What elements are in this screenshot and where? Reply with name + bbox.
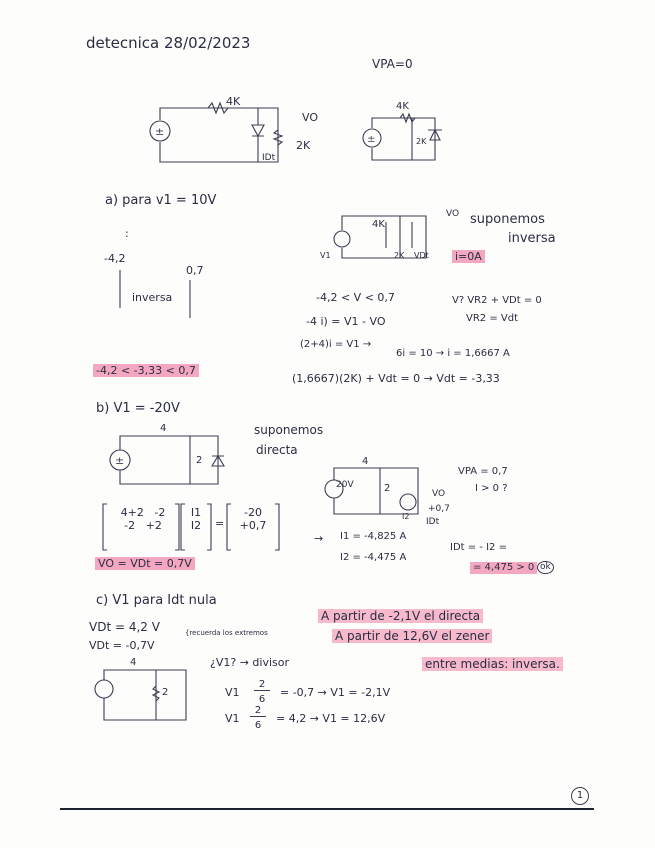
rhs-1: -20 [244, 506, 262, 519]
wire-loop [120, 436, 218, 484]
hypothesis-line1: suponemos [470, 212, 545, 227]
formula2-lhs: V1 [225, 712, 240, 725]
circuit-top-right [360, 110, 455, 170]
label-r1: 4 [130, 657, 137, 668]
unknown-i1: I1 [190, 506, 202, 519]
rhs-2: +0,7 [239, 519, 267, 532]
region-label: inversa [132, 291, 173, 304]
right-value: 0,7 [186, 264, 204, 277]
m21: -2 [124, 519, 136, 532]
section-c-heading: c) V1 para Idt nula [96, 593, 217, 608]
divider-question: ¿V1? → divisor [210, 656, 289, 669]
label-07: +0,7 [428, 504, 450, 514]
between-note: entre medias: inversa. [422, 657, 563, 671]
eq-kvl: V? VR2 + VDt = 0 [452, 295, 542, 306]
left-value: -4,2 [104, 252, 126, 265]
vdt-zener: VDt = 4,2 V [89, 620, 160, 634]
wire-loop [104, 670, 186, 720]
condition-current: I > 0 ? [475, 483, 508, 494]
pink-note-zener: A partir de 12,6V el zener [332, 629, 492, 643]
vdt-direct: VDt = -0,7V [89, 639, 155, 652]
idt-result: = 4,475 > 0 [470, 562, 537, 574]
solution-i2: I2 = -4,475 A [340, 552, 407, 563]
voltage-source [95, 680, 113, 698]
pink-note-directa: A partir de -2,1V el directa [318, 609, 483, 623]
section-a-result: -4,2 < -3,33 < 0,7 [93, 364, 199, 377]
formula1-den: 6 [258, 694, 266, 705]
idt-equation: IDt = - I2 = [450, 542, 507, 553]
label-4k: 4K [226, 95, 241, 108]
label-2: 2 [384, 483, 391, 494]
svg-text:±: ± [155, 125, 165, 138]
label-vo: VO [302, 111, 318, 124]
m11: 4+2 [120, 506, 144, 519]
label-idt: IDt [426, 517, 440, 527]
eq-vr2: VR2 = Vdt [466, 313, 518, 324]
formula2-rhs: = 4,2 → V1 = 12,6V [276, 712, 386, 725]
eq-current: (2+4)i = V1 → [300, 339, 372, 350]
voltage-source [334, 231, 350, 247]
label-4k: 4K [372, 219, 385, 230]
formula1-rhs: = -0,7 → V1 = -2,1V [280, 686, 391, 699]
formula1-lhs: V1 [225, 686, 240, 699]
circuit-b-right [320, 462, 445, 524]
label-2k: 2K [394, 251, 405, 260]
ok-mark: ok [537, 561, 554, 574]
label-i2: I2 [402, 512, 410, 521]
dots: : [125, 227, 129, 240]
matrix-rhs [230, 506, 276, 532]
label-idt: IDt [262, 153, 276, 163]
formula1-num: 2 [254, 680, 270, 691]
matrix-unknowns [184, 506, 208, 532]
section-a-heading: a) para v1 = 10V [105, 193, 217, 208]
label-vo: VO [432, 489, 446, 499]
svg-text:±: ± [367, 134, 376, 145]
label-r1: 4 [160, 423, 167, 434]
label-v1: V1 [320, 251, 331, 260]
circuit-c [94, 666, 200, 724]
m12: -2 [154, 506, 166, 519]
formula2-den: 6 [254, 720, 262, 731]
eq-current-result: 6i = 10 → i = 1,6667 A [396, 348, 510, 359]
formula2-num: 2 [250, 706, 266, 717]
matrix-coefficients [110, 506, 176, 532]
eq-range: -4,2 < V < 0,7 [316, 291, 395, 304]
solution-i1: I1 = -4,825 A [340, 531, 407, 542]
wire-loop [334, 468, 418, 514]
label-r2: 2 [162, 687, 169, 698]
label-2k: 2K [296, 139, 311, 152]
svg-text:±: ± [115, 454, 125, 467]
label-2k: 2K [416, 137, 427, 146]
page-edge [60, 808, 594, 810]
label-vo: VO [446, 209, 460, 219]
label-r: 4 [362, 456, 369, 467]
circuit-b-left [108, 430, 233, 490]
page-title: detecnica 28/02/2023 [86, 34, 251, 52]
label-vdt: VDt [414, 251, 429, 260]
reminder-note: {recuerda los extremos [185, 629, 268, 637]
current-zero: i=0A [452, 250, 485, 263]
eq-mesh: -4 i) = V1 - VO [306, 315, 386, 328]
diode-source [400, 494, 416, 510]
matrix-equals: = [215, 517, 225, 530]
label-4k: 4K [396, 101, 409, 112]
hypothesis-line1: suponemos [254, 423, 324, 437]
page-number: 1 [571, 787, 589, 805]
vpa-label: VPA=0 [372, 57, 413, 71]
condition-vpa: VPA = 0,7 [458, 466, 508, 477]
section-b-heading: b) V1 = -20V [96, 401, 180, 416]
section-b-result: VO = VDt = 0,7V [95, 557, 195, 570]
eq-vdt: (1,6667)(2K) + Vdt = 0 → Vdt = -3,33 [292, 372, 500, 385]
hypothesis-line2: inversa [508, 231, 556, 246]
arrow: → [314, 532, 324, 545]
label-20v: 20V [336, 480, 354, 490]
hypothesis-line2: directa [256, 443, 298, 457]
label-r2: 2 [196, 455, 203, 466]
wire-loop [160, 108, 278, 162]
m22: +2 [145, 519, 162, 532]
unknown-i2: I2 [190, 519, 202, 532]
